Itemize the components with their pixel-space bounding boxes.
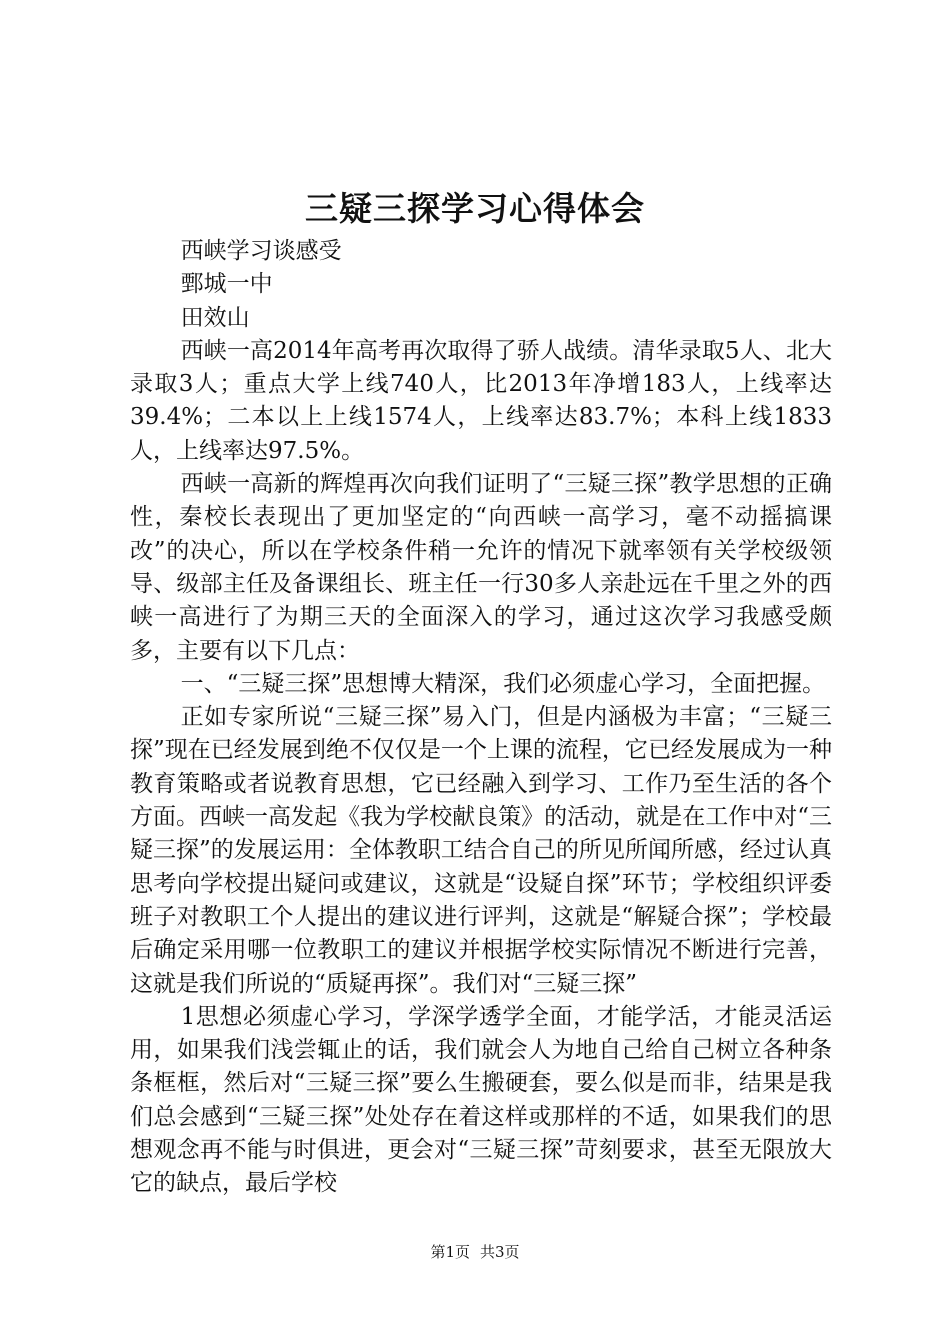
body-paragraph: 1思想必须虚心学习，学深学透学全面，才能学活，才能灵活运用，如果我们浅尝辄止的话，我们就会人为地自己给自己树立各种条条框框，然后对“三疑三探”要么生搬硬套，要么似是而非，结果是我们总会感到“三疑三探”处处存在着这样或那样的不适，如果我们的思想观念再不能与时俱进，更会对“三疑三探”苛刻要求，甚至无限放大它的缺点，最后学校 (130, 1003, 832, 1197)
header-line: 西峡学习谈感受 (180, 238, 342, 264)
body-paragraph: 西峡一高新的辉煌再次向我们证明了“三疑三探”教学思想的正确性，秦校长表现出了更加坚定的“向西峡一高学习，毫不动摇搞课改”的决心，所以在学校条件稍一允许的情况下就率领有关学校级领导、级部主任及备课组长、班主任一行30多人亲赴远在千里之外的西峡一高进行了为期三天的全面深入的学习，通过这次学习我感受颇多，主要有以下几点： (130, 471, 832, 664)
header-line: 田效山 (180, 304, 250, 331)
page-number: 第1页 (430, 1243, 470, 1261)
body-paragraph: 西峡一高2014年高考再次取得了骄人战绩。清华录取5人、北大录取3人；重点大学上线740人，比2013年净增183人，上线率达39.4%；二本以上上线1574人，上线率达83.7%；本科上线1833人，上线率达97.5%。 (130, 337, 832, 464)
document-title: 三疑三探学习心得体会 (305, 189, 645, 228)
document-body (130, 235, 832, 1201)
section-heading-paragraph: 一、“三疑三探”思想博大精深，我们必须虚心学习，全面把握。 (180, 670, 826, 697)
body-paragraph: 正如专家所说“三疑三探”易入门，但是内涵极为丰富；“三疑三探”现在已经发展到绝不仅仅是一个上课的流程，它已经发展成为一种教育策略或者说教育思想，它已经融入到学习、工作乃至生活的各个方面。西峡一高发起《我为学校献良策》的活动，就是在工作中对“三疑三探”的发展运用：全体教职工结合自己的所见所闻所感，经过认真思考向学校提出疑问或建议，这就是“设疑自探”环节；学校组织评委班子对教职工个人提出的建议进行评判，这就是“解疑合探”；学校最后确定采用哪一位教职工的建议并根据学校实际情况不断进行完善，这就是我们所说的“质疑再探”。我们对“三疑三探” (130, 704, 832, 997)
page-footer (0, 1241, 950, 1263)
page-total: 共3页 (480, 1243, 520, 1261)
header-line: 鄄城一中 (180, 271, 273, 298)
